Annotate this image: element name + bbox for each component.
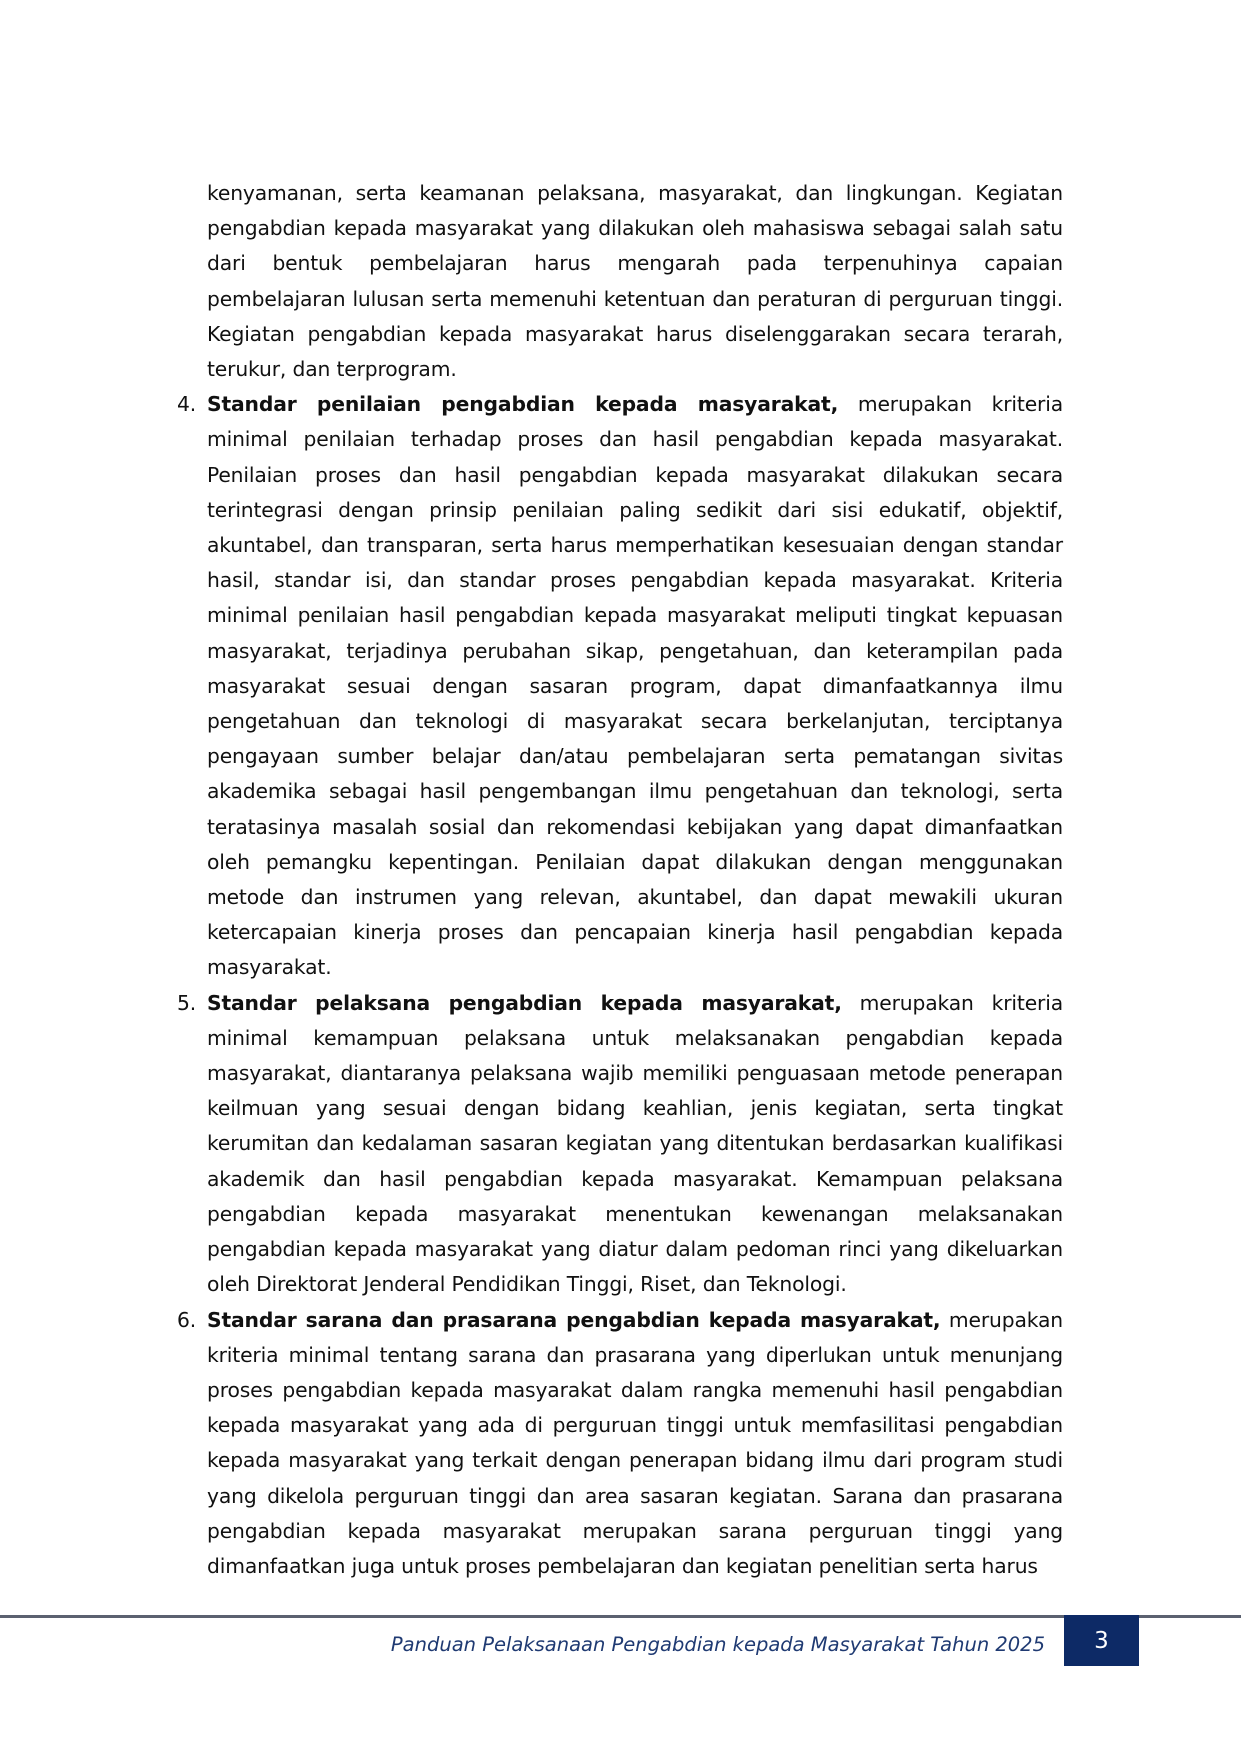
list-item-text <box>207 1303 1063 1585</box>
footer-rule <box>0 1615 1241 1618</box>
list-item-text <box>207 986 1063 1303</box>
list-number: 4. <box>177 392 197 417</box>
list-item-term: Standar pelaksana pengabdian kepada masyarakat, <box>207 990 842 1015</box>
list-item <box>177 986 1063 1303</box>
list-item-term: Standar penilaian pengabdian kepada masyarakat, <box>207 392 839 417</box>
continuation-paragraph: kenyamanan, serta keamanan pelaksana, masyarakat, dan lingkungan. Kegiatan pengabdian kepada masyarakat yang dilakukan oleh mahasiswa sebagai salah satu dari bentuk pembelajaran harus mengarah pada terpenuhinya capaian pembelajaran lulusan serta memenuhi ketentuan dan peraturan di perguruan tinggi. Kegiatan pengabdian kepada masyarakat harus diselenggarakan secara terarah, terukur, dan terprogram. <box>207 181 1063 382</box>
footer-title: Panduan Pelaksanaan Pengabdian kepada Masyarakat Tahun 2025 <box>390 1633 1045 1656</box>
list-item <box>177 1303 1063 1585</box>
list-item-description: merupakan kriteria minimal tentang sarana dan prasarana yang diperlukan untuk menunjang proses pengabdian kepada masyarakat dalam rangka memenuhi hasil pengabdian kepada masyarakat yang ada di perguruan tinggi untuk memfasilitasi pengabdian kepada masyarakat yang terkait dengan penerapan bidang ilmu dari program studi yang dikelola perguruan tinggi dan area sasaran kegiatan. Sarana dan prasarana pengabdian kepada masyarakat merupakan sarana perguruan tinggi yang dimanfaatkan juga untuk proses pembelajaran dan kegiatan penelitian serta harus <box>207 1307 1063 1578</box>
list-item-term: Standar sarana dan prasarana pengabdian kepada masyarakat, <box>207 1307 941 1332</box>
page-number: 3 <box>1064 1615 1139 1666</box>
list-item-description: merupakan kriteria minimal kemampuan pelaksana untuk melaksanakan pengabdian kepada masyarakat, diantaranya pelaksana wajib memiliki penguasaan metode penerapan keilmuan yang sesuai dengan bidang keahlian, jenis kegiatan, serta tingkat kerumitan dan kedalaman sasaran kegiatan yang ditentukan berdasarkan kualifikasi akademik dan hasil pengabdian kepada masyarakat. Kemampuan pelaksana pengabdian kepada masyarakat menentukan kewenangan melaksanakan pengabdian kepada masyarakat yang diatur dalam pedoman rinci yang dikeluarkan oleh Direktorat Jenderal Pendidikan Tinggi, Riset, dan Teknologi. <box>207 990 1063 1297</box>
list-number: 6. <box>177 1307 197 1332</box>
body-content <box>177 176 1063 1584</box>
list-item <box>177 387 1063 985</box>
list-item-text <box>207 387 1063 985</box>
list-number: 5. <box>177 990 197 1015</box>
list-item-description: merupakan kriteria minimal penilaian terhadap proses dan hasil pengabdian kepada masyarakat. Penilaian proses dan hasil pengabdian kepada masyarakat dilakukan secara terintegrasi dengan prinsip penilaian paling sedikit dari sisi edukatif, objektif, akuntabel, dan transparan, serta harus memperhatikan kesesuaian dengan standar hasil, standar isi, dan standar proses pengabdian kepada masyarakat. Kriteria minimal penilaian hasil pengabdian kepada masyarakat meliputi tingkat kepuasan masyarakat, terjadinya perubahan sikap, pengetahuan, dan keterampilan pada masyarakat sesuai dengan sasaran program, dapat dimanfaatkannya ilmu pengetahuan dan teknologi di masyarakat secara berkelanjutan, terciptanya pengayaan sumber belajar dan/atau pembelajaran serta pematangan sivitas akademika sebagai hasil pengembangan ilmu pengetahuan dan teknologi, serta teratasinya masalah sosial dan rekomendasi kebijakan yang dapat dimanfaatkan oleh pemangku kepentingan. Penilaian dapat dilakukan dengan menggunakan metode dan instrumen yang relevan, akuntabel, dan dapat mewakili ukuran ketercapaian kinerja proses dan pencapaian kinerja hasil pengabdian kepada masyarakat. <box>207 392 1063 980</box>
